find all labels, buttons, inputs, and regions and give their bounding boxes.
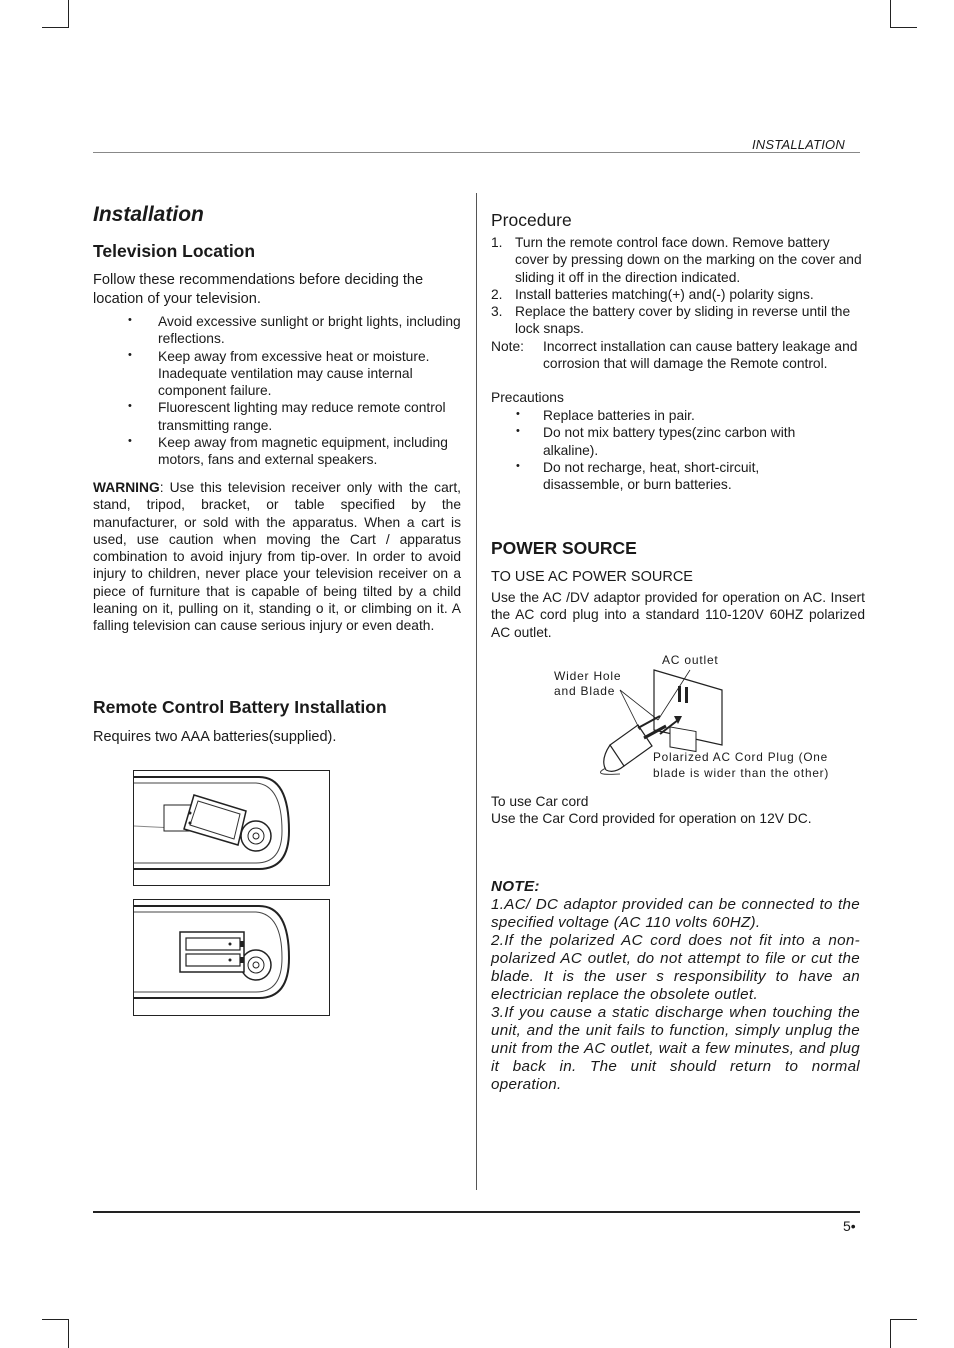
warning-text: : Use this television receiver only with the cart, stand, tripod, bracket, or table specified by the manufacturer, or sold with the apparatus. When a cart is used, use caution when moving the Cart / apparatus combination to avoid injury from tip-over. In order to avoid injury to children, never place your television receiver on a piece of furniture that is capable of being tilted by a child leaning on it, pulling on it, standing o it, or climbing on it. A falling television can cause serious injury or even death.: [93, 480, 461, 634]
list-item: 1. Turn the remote control face down. Remove battery cover by pressing down on the marking on the cover and sliding it off in the direction indicated.: [491, 235, 862, 285]
column-divider: [476, 193, 477, 1190]
list-item: 2. Install batteries matching(+) and(-) polarity signs.: [491, 286, 814, 302]
crop-mark-bottom-left-h: [42, 1319, 69, 1320]
remote-batteries-image: [134, 900, 329, 1015]
ac-power-heading: TO USE AC POWER SOURCE: [491, 569, 693, 585]
remote-illustration-batteries: [133, 899, 330, 1016]
bullet-icon: •: [128, 314, 132, 326]
ac-outlet-label: AC outlet: [662, 653, 719, 667]
list-item: • Keep away from excessive heat or moisture. Inadequate ventilation may cause internal component failure.: [128, 348, 430, 399]
page-number: 5•: [843, 1218, 856, 1234]
crop-mark-bottom-right-v: [890, 1319, 891, 1348]
crop-mark-top-right-v: [890, 0, 891, 27]
procedure-note: [491, 338, 863, 373]
list-item: • Fluorescent lighting may reduce remote control transmitting range.: [128, 400, 446, 433]
bullet-icon: •: [128, 348, 132, 361]
warning-paragraph: [93, 479, 461, 635]
power-note-3: 3.If you cause a static discharge when touching the unit, and the unit fails to function, simply unplug the unit from the AC outlet, wait a few minutes, and plug it back in. The unit should return to normal operation.: [491, 1004, 860, 1093]
remote-illustration-cover: [133, 770, 330, 886]
power-note-2: 2.If the polarized AC cord does not fit into a non-polarized AC outlet, do not attempt to file or cut the blade. It is the user s responsibility to have an electrician replace the obsolete outlet.: [491, 932, 860, 1003]
bullet-icon: •: [516, 425, 520, 438]
crop-mark-top-left-v: [68, 0, 69, 27]
list-item: • Replace batteries in pair.: [516, 408, 695, 423]
car-cord-heading: To use Car cord: [491, 794, 589, 809]
remote-heading: Remote Control Battery Installation: [93, 697, 387, 717]
procedure-heading: Procedure: [491, 210, 572, 230]
tv-location-intro: Follow these recommendations before deciding the location of your television.: [93, 272, 424, 307]
precautions-list: [491, 407, 831, 493]
header-rule: [93, 152, 860, 153]
power-note-1: 1.AC/ DC adaptor provided can be connected to the specified voltage (AC 110 volts 60HZ).: [491, 896, 860, 931]
note-label: Note:: [491, 339, 524, 354]
ac-plug-diagram: [540, 650, 860, 785]
power-note: [491, 878, 860, 1094]
remote-cover-image: [134, 771, 329, 885]
power-note-heading: NOTE:: [491, 878, 540, 895]
tv-location-heading: Television Location: [93, 241, 256, 261]
crop-mark-top-left-h: [42, 27, 69, 28]
list-item: • Keep away from magnetic equipment, including motors, fans and external speakers.: [128, 435, 448, 468]
footer-rule: [93, 1211, 860, 1213]
bullet-icon: •: [128, 435, 132, 448]
car-cord-text: Use the Car Cord provided for operation on 12V DC.: [491, 811, 812, 826]
bullet-icon: •: [516, 459, 520, 472]
running-header: INSTALLATION: [752, 137, 845, 152]
tv-location-bullets: [93, 313, 465, 469]
list-item: • Do not mix battery types(zinc carbon with alkaline).: [516, 425, 796, 458]
warning-label: WARNING: [93, 480, 160, 495]
plug-label-2: blade is wider than the other): [653, 766, 830, 780]
bullet-icon: •: [128, 400, 132, 413]
power-source-heading: POWER SOURCE: [491, 538, 637, 558]
crop-mark-bottom-right-h: [890, 1319, 917, 1320]
wider-hole-label-2: and Blade: [554, 684, 616, 698]
list-item: • Avoid excessive sunlight or bright lights, including reflections.: [128, 314, 461, 347]
note-text: Incorrect installation can cause battery leakage and corrosion that will damage the Remote control.: [543, 339, 858, 372]
precautions-label: Precautions: [491, 390, 564, 405]
crop-mark-bottom-left-v: [68, 1319, 69, 1348]
plug-label-1: Polarized AC Cord Plug (One: [653, 750, 829, 764]
crop-mark-top-right-h: [890, 27, 917, 28]
list-item: 3. Replace the battery cover by sliding in reverse until the lock snaps.: [491, 304, 851, 337]
remote-requires: Requires two AAA batteries(supplied).: [93, 729, 337, 745]
bullet-icon: •: [516, 408, 520, 420]
page-title: Installation: [93, 203, 204, 226]
list-item: • Do not recharge, heat, short-circuit, disassemble, or burn batteries.: [516, 459, 760, 493]
ac-power-text: Use the AC /DV adaptor provided for operation on AC. Insert the AC cord plug into a standard 110-120V 60HZ polarized AC outlet.: [491, 590, 865, 640]
wider-hole-label-1: Wider Hole: [554, 669, 622, 683]
procedure-steps: [491, 234, 863, 338]
